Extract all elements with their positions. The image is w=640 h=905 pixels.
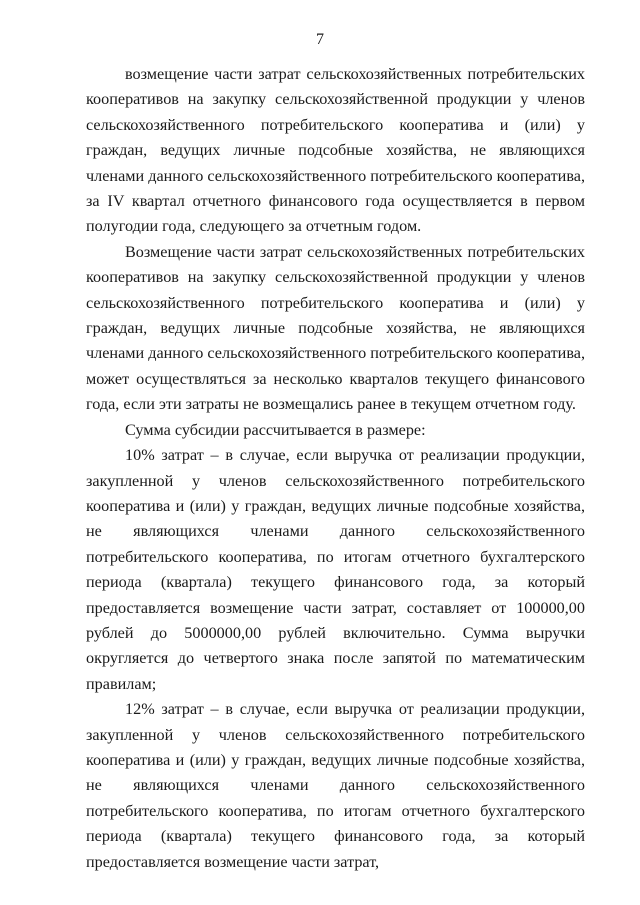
document-body	[86, 62, 585, 875]
paragraph-3: Сумма субсидии рассчитывается в размере:	[125, 420, 426, 439]
paragraph-4: 10% затрат – в случае, если выручка от реализации продукции, закупленной у членов сельскохозяйственного потребительского кооператива и (или) у граждан, ведущих личные подсобные хозяйства, не являющихся членами данного сельскохозяйственного потребительского кооператива, по итогам отчетного бухгалтерского периода (квартала) текущего финансового года, за который предоставляется возмещение части затрат, составляет от 100000,00 рублей до 5000000,00 рублей включительно. Сумма выручки округляется до четвертого знака после запятой по математическим правилам;	[86, 446, 585, 693]
paragraph-2: Возмещение части затрат сельскохозяйственных потребительских кооперативов на закупку сельскохозяйственной продукции у членов сельскохозяйственного потребительского кооператива и (или) у граждан, ведущих личные подсобные хозяйства, не являющихся членами данного сельскохозяйственного потребительского кооператива, может осуществляться за несколько кварталов текущего финансового года, если эти затраты не возмещались ранее в текущем отчетном году.	[86, 242, 585, 414]
page-number: 7	[316, 31, 324, 48]
paragraph-5: 12% затрат – в случае, если выручка от реализации продукции, закупленной у членов сельскохозяйственного потребительского кооператива и (или) у граждан, ведущих личные подсобные хозяйства, не являющихся членами данного сельскохозяйственного потребительского кооператива, по итогам отчетного бухгалтерского периода (квартала) текущего финансового года, за который предоставляется возмещение части затрат,	[86, 700, 585, 871]
paragraph-1: возмещение части затрат сельскохозяйственных потребительских кооперативов на закупку сельскохозяйственной продукции у членов сельскохозяйственного потребительского кооператива и (или) у граждан, ведущих личные подсобные хозяйства, не являющихся членами данного сельскохозяйственного потребительского кооператива, за IV квартал отчетного финансового года осуществляется в первом полугодии года, следующего за отчетным годом.	[86, 65, 585, 236]
